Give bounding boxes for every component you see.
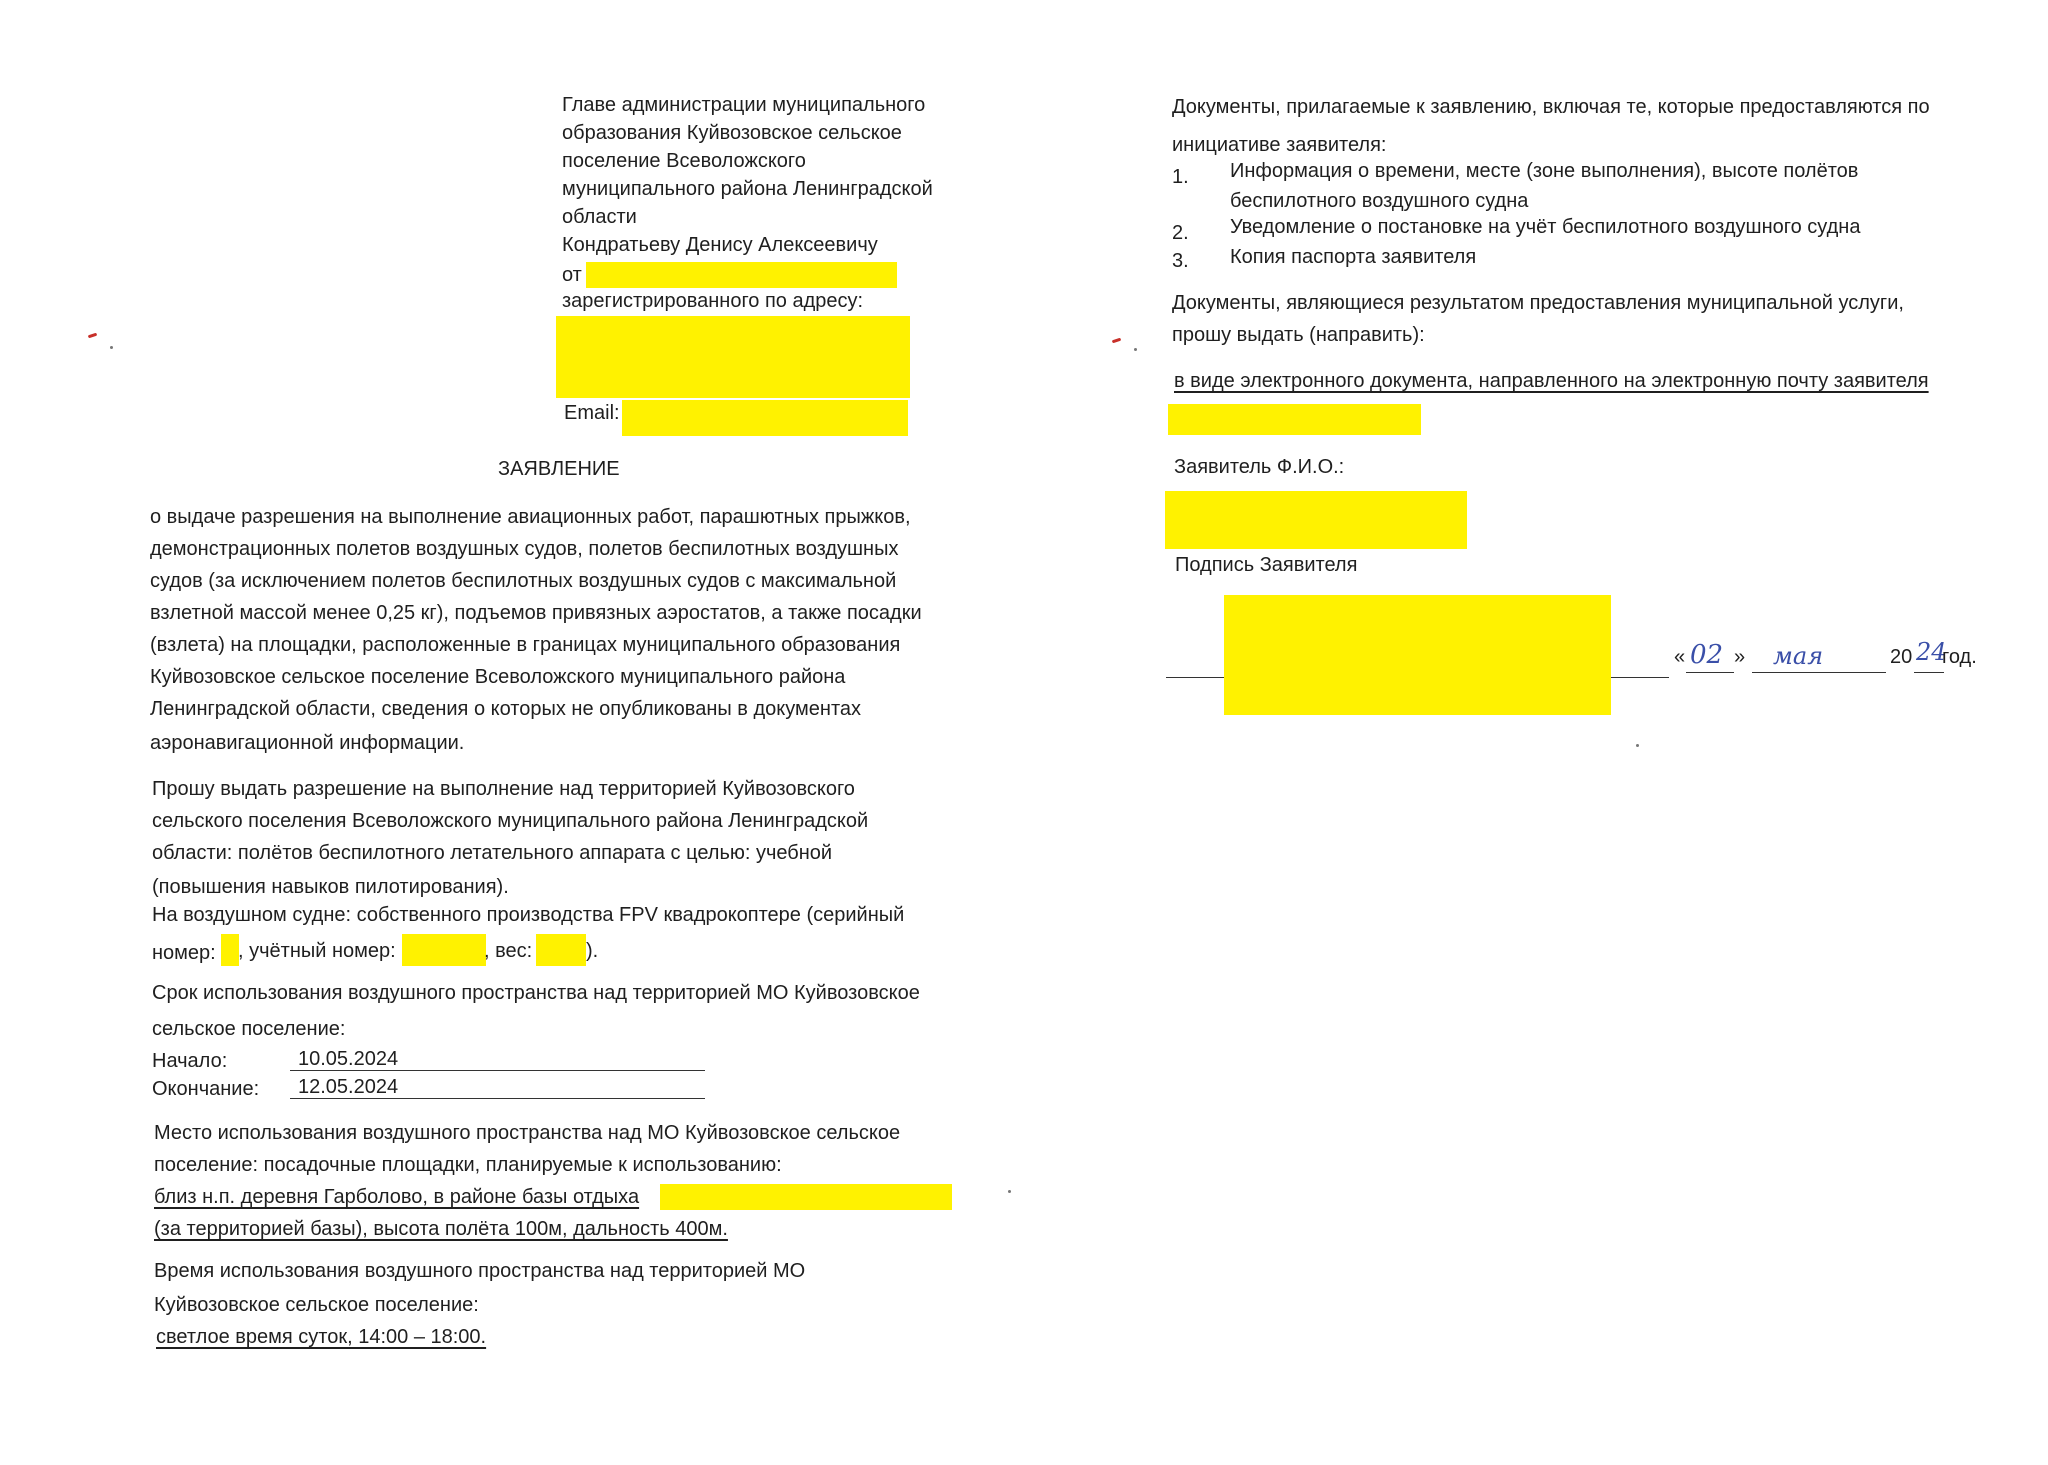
result-delivery-method: в виде электронного документа, направленного на электронную почту заявителя [1174,370,1929,392]
attachment-number-2: 2. [1172,222,1189,244]
place-location: близ н.п. деревня Гарболово, в районе базы отдыха [154,1186,640,1208]
redacted-applicant-email [1168,404,1421,435]
result-line-2: прошу выдать (направить): [1172,324,1425,346]
place-flight-details: (за территорией базы), высота полёта 100м, дальность 400м. [154,1218,728,1240]
end-label: Окончание: [152,1078,260,1100]
subject-line-8: аэронавигационной информации. [150,732,465,754]
scan-dot-4 [1008,1190,1011,1193]
redacted-base-name [660,1184,952,1210]
request-line-1: Прошу выдать разрешение на выполнение над территорией Куйвозовского [152,778,855,800]
attachment-number-1: 1. [1172,166,1189,188]
redacted-email [622,400,908,436]
applicant-label: Заявитель Ф.И.О.: [1174,456,1345,478]
addressee-line-5: области [562,206,637,228]
request-line-2: сельского поселения Всеволожского муниципального района Ленинградской [152,810,869,832]
end-date-underline [290,1098,705,1099]
start-date: 10.05.2024 [298,1048,399,1070]
scan-mark-left [88,333,97,339]
attachment-item-1: Информация о времени, месте (зоне выполнения), высоте полётов [1230,160,1859,182]
time-line-2: Куйвозовское сельское поселение: [154,1294,479,1316]
date-year-handwritten: 24 [1916,638,1947,666]
subject-line-1: о выдаче разрешения на выполнение авиационных работ, парашютных прыжков, [150,506,911,528]
addressee-line-3: поселение Всеволожского [562,150,806,172]
attachments-intro-line-1: Документы, прилагаемые к заявлению, включая те, которые предоставляются по [1172,96,1930,118]
addressee-line-1: Главе администрации муниципального [562,94,926,116]
start-date-underline [290,1070,705,1071]
email-label: Email: [564,402,620,424]
date-month-underline [1752,672,1886,673]
date-month: мая [1773,642,1824,670]
registered-label: зарегистрированного по адресу: [562,290,864,312]
redacted-account-number [402,934,486,966]
serial-number-label: номер: [152,942,216,964]
addressee-line-4: муниципального района Ленинградской [562,178,933,200]
date-open-quote: « [1674,646,1686,668]
request-line-5: На воздушном судне: собственного производства FPV квадрокоптере (серийный [152,904,905,926]
time-value: светлое время суток, 14:00 – 18:00. [156,1326,487,1348]
attachment-item-1-cont: беспилотного воздушного судна [1230,190,1529,212]
start-label: Начало: [152,1050,228,1072]
request-line-4: (повышения навыков пилотирования). [152,876,509,898]
account-number-label: , учётный номер: [238,940,396,962]
aircraft-close: ). [586,940,599,962]
from-label: от [562,264,582,286]
redacted-address [556,316,910,398]
date-year-suffix: год. [1942,646,1977,668]
attachments-intro-line-2: инициативе заявителя: [1172,134,1387,156]
scan-dot-2 [1134,348,1137,351]
addressee-name: Кондратьеву Денису Алексеевичу [562,234,878,256]
attachment-item-3: Копия паспорта заявителя [1230,246,1477,268]
date-year-underline [1914,672,1944,673]
request-line-3: области: полётов беспилотного летательного аппарата с целью: учебной [152,842,833,864]
place-line-1: Место использования воздушного пространства над МО Куйвозовское сельское [154,1122,901,1144]
date-close-quote: » [1734,646,1746,668]
subject-line-5: (взлета) на площадки, расположенные в границах муниципального образования [150,634,901,656]
attachment-number-3: 3. [1172,250,1189,272]
signature-label: Подпись Заявителя [1175,554,1358,576]
scan-mark-right [1112,338,1121,344]
date-year-prefix: 20 [1890,646,1913,668]
subject-line-3: судов (за исключением полетов беспилотных воздушных судов с максимальной [150,570,897,592]
subject-line-7: Ленинградской области, сведения о которых не опубликованы в документах [150,698,861,720]
weight-label: , вес: [484,940,533,962]
redacted-applicant-name [1165,491,1467,549]
subject-line-6: Куйвозовское сельское поселение Всеволожского муниципального района [150,666,846,688]
period-line-1: Срок использования воздушного пространства над территорией МО Куйвозовское [152,982,920,1004]
redacted-weight [536,934,586,966]
period-line-2: сельское поселение: [152,1018,346,1040]
document-title: ЗАЯВЛЕНИЕ [498,458,620,480]
scan-dot-1 [110,346,113,349]
place-line-2: поселение: посадочные площадки, планируемые к использованию: [154,1154,782,1176]
time-line-1: Время использования воздушного пространства над территорией МО [154,1260,806,1282]
addressee-line-2: образования Куйвозовское сельское [562,122,902,144]
redacted-serial-number [221,934,239,966]
redacted-from-name [586,262,897,288]
end-date: 12.05.2024 [298,1076,399,1098]
attachment-item-2: Уведомление о постановке на учёт беспилотного воздушного судна [1230,216,1861,238]
date-day-underline [1686,672,1734,673]
result-line-1: Документы, являющиеся результатом предоставления муниципальной услуги, [1172,292,1904,314]
redacted-signature [1224,595,1611,715]
subject-line-4: взлетной массой менее 0,25 кг), подъемов привязных аэростатов, а также посадки [150,602,922,624]
date-day: 02 [1690,640,1724,670]
subject-line-2: демонстрационных полетов воздушных судов, полетов беспилотных воздушных [150,538,899,560]
scan-dot-3 [1636,744,1639,747]
